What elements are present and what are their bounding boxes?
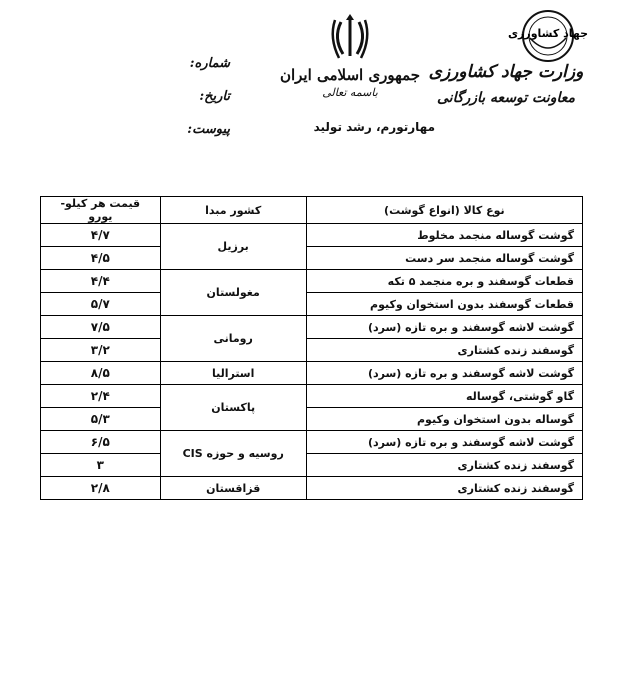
price-cell: ۳ bbox=[41, 454, 161, 477]
letter-meta bbox=[170, 56, 230, 155]
logo-text: جهاد کشاورزی bbox=[507, 27, 589, 40]
ministry-header bbox=[406, 52, 606, 106]
table-row bbox=[41, 385, 583, 408]
origin-cell: رومانی bbox=[160, 316, 306, 362]
price-cell: ۲/۸ bbox=[41, 477, 161, 500]
goods-cell: گوشت لاشه گوسفند و بره تازه (سرد) bbox=[306, 431, 582, 454]
meat-price-table bbox=[40, 196, 583, 500]
price-cell: ۶/۵ bbox=[41, 431, 161, 454]
table-row bbox=[41, 408, 583, 431]
goods-cell: گوشت گوساله منجمد سر دست bbox=[306, 247, 582, 270]
table-row bbox=[41, 270, 583, 293]
ministry-name: وزارت جهاد کشاورزی bbox=[428, 62, 584, 82]
date-label: تاریخ: bbox=[199, 89, 230, 104]
goods-cell: گوشت گوساله منجمد مخلوط bbox=[306, 224, 582, 247]
iran-emblem-icon bbox=[327, 12, 373, 62]
table-row bbox=[41, 293, 583, 316]
table-row bbox=[41, 224, 583, 247]
price-cell: ۸/۵ bbox=[41, 362, 161, 385]
origin-cell: پاکستان bbox=[160, 385, 306, 431]
table-row bbox=[41, 477, 583, 500]
origin-cell: قزاقستان bbox=[160, 477, 306, 500]
republic-title: جمهوری اسلامی ایران bbox=[279, 66, 421, 84]
table-row bbox=[41, 362, 583, 385]
price-cell: ۷/۵ bbox=[41, 316, 161, 339]
price-cell: ۳/۲ bbox=[41, 339, 161, 362]
header-goods: نوع کالا (انواع گوشت) bbox=[306, 197, 582, 224]
document-subject: مهارتورم، رشد تولید bbox=[313, 120, 435, 134]
table-body bbox=[41, 224, 583, 500]
header-origin: کشور مبدا bbox=[160, 197, 306, 224]
goods-cell: گاو گوشتی، گوساله bbox=[306, 385, 582, 408]
goods-cell: قطعات گوسفند و بره منجمد ۵ تکه bbox=[306, 270, 582, 293]
origin-cell: روسیه و حوزه CIS bbox=[160, 431, 306, 477]
origin-cell: مغولستان bbox=[160, 270, 306, 316]
origin-cell: برزیل bbox=[160, 224, 306, 270]
table-row bbox=[41, 316, 583, 339]
deputy-name: معاونت توسعه بازرگانی bbox=[437, 90, 575, 106]
number-label: شماره: bbox=[189, 56, 230, 71]
header-price: قیمت هر کیلو-یورو bbox=[41, 197, 161, 224]
price-cell: ۴/۵ bbox=[41, 247, 161, 270]
goods-cell: گوسفند زنده کشتاری bbox=[306, 339, 582, 362]
besmeh: باسمه تعالی bbox=[322, 86, 378, 99]
price-cell: ۴/۷ bbox=[41, 224, 161, 247]
table-header-row bbox=[41, 197, 583, 224]
price-cell: ۵/۷ bbox=[41, 293, 161, 316]
goods-cell: گوشت لاشه گوسفند و بره تازه (سرد) bbox=[306, 316, 582, 339]
price-cell: ۲/۴ bbox=[41, 385, 161, 408]
goods-cell: قطعات گوسفند بدون استخوان وکیوم bbox=[306, 293, 582, 316]
table-row bbox=[41, 431, 583, 454]
table-row bbox=[41, 247, 583, 270]
goods-cell: گوساله بدون استخوان وکیوم bbox=[306, 408, 582, 431]
origin-cell: استرالیا bbox=[160, 362, 306, 385]
republic-header bbox=[270, 12, 430, 99]
goods-cell: گوشت لاشه گوسفند و بره تازه (سرد) bbox=[306, 362, 582, 385]
goods-cell: گوسفند زنده کشتاری bbox=[306, 477, 582, 500]
table-row bbox=[41, 454, 583, 477]
table-row bbox=[41, 339, 583, 362]
price-cell: ۵/۳ bbox=[41, 408, 161, 431]
goods-cell: گوسفند زنده کشتاری bbox=[306, 454, 582, 477]
attachment-label: پیوست: bbox=[187, 122, 230, 137]
price-cell: ۴/۴ bbox=[41, 270, 161, 293]
